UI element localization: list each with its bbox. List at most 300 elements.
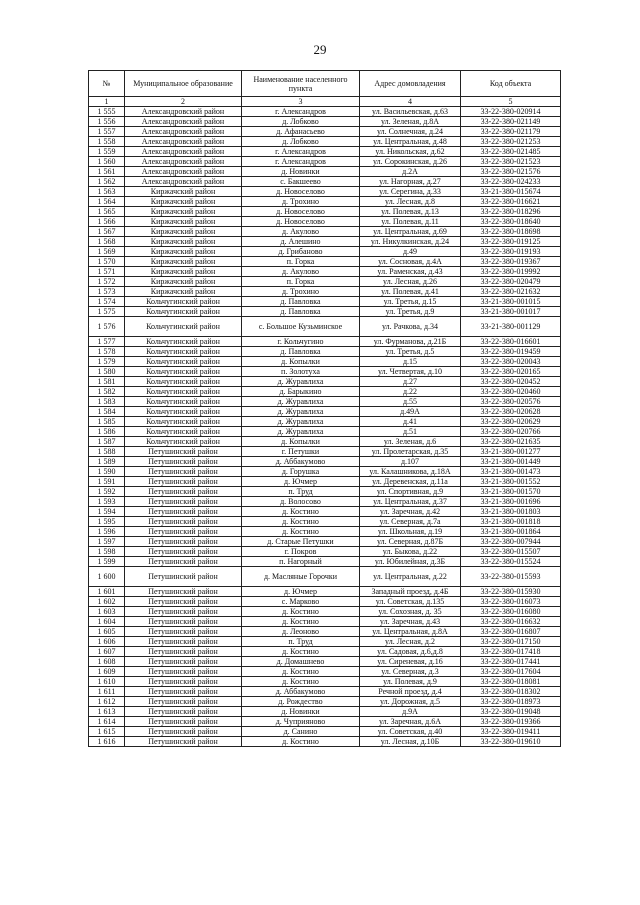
- row-number: 1 592: [89, 487, 125, 497]
- column-number-row: [89, 97, 561, 107]
- table-row: [89, 297, 561, 307]
- object-code-cell: 33-22-380-017604: [461, 667, 561, 677]
- settlement-cell: д. Чуприяново: [242, 717, 360, 727]
- table-row: [89, 697, 561, 707]
- object-code-cell: 33-21-380-001129: [461, 317, 561, 337]
- address-cell: ул. Зеленая, д.6: [360, 437, 461, 447]
- address-cell: д.41: [360, 417, 461, 427]
- address-cell: ул. Деревенская, д.11а: [360, 477, 461, 487]
- row-number: 1 611: [89, 687, 125, 697]
- municipality-cell: Киржачский район: [125, 267, 242, 277]
- address-cell: ул. Центральная, д.37: [360, 497, 461, 507]
- object-code-cell: 33-22-380-020766: [461, 427, 561, 437]
- municipality-cell: Кольчугинский район: [125, 377, 242, 387]
- address-cell: д.2А: [360, 167, 461, 177]
- table-row: [89, 237, 561, 247]
- settlement-cell: д. Журавлиха: [242, 427, 360, 437]
- municipality-cell: Петушинский район: [125, 537, 242, 547]
- settlement-cell: д. Новоселово: [242, 187, 360, 197]
- table-row: [89, 157, 561, 167]
- settlement-cell: д. Журавлиха: [242, 397, 360, 407]
- settlement-cell: г. Петушки: [242, 447, 360, 457]
- row-number: 1 573: [89, 287, 125, 297]
- row-number: 1 579: [89, 357, 125, 367]
- address-cell: ул. Быкова, д.22: [360, 547, 461, 557]
- municipality-cell: Петушинский район: [125, 587, 242, 597]
- object-code-cell: 33-22-380-020043: [461, 357, 561, 367]
- object-code-cell: 33-22-380-017441: [461, 657, 561, 667]
- address-cell: ул. Третья, д.9: [360, 307, 461, 317]
- municipality-cell: Кольчугинский район: [125, 437, 242, 447]
- object-code-cell: 33-22-380-016080: [461, 607, 561, 617]
- municipality-cell: Кольчугинский район: [125, 337, 242, 347]
- municipality-cell: Киржачский район: [125, 207, 242, 217]
- row-number: 1 564: [89, 197, 125, 207]
- row-number: 1 603: [89, 607, 125, 617]
- row-number: 1 600: [89, 567, 125, 587]
- settlement-cell: г. Покров: [242, 547, 360, 557]
- settlement-cell: д. Лобково: [242, 137, 360, 147]
- settlement-cell: д. Аббакумово: [242, 457, 360, 467]
- municipality-cell: Киржачский район: [125, 277, 242, 287]
- address-cell: д.15: [360, 357, 461, 367]
- municipality-cell: Петушинский район: [125, 657, 242, 667]
- object-code-cell: 33-22-380-021149: [461, 117, 561, 127]
- address-cell: ул. Советская, д.40: [360, 727, 461, 737]
- address-cell: ул. Полевая, д.13: [360, 207, 461, 217]
- object-code-cell: 33-21-380-001277: [461, 447, 561, 457]
- settlement-cell: п. Труд: [242, 487, 360, 497]
- settlement-cell: д. Ючмер: [242, 587, 360, 597]
- object-code-cell: 33-22-380-021576: [461, 167, 561, 177]
- settlement-cell: г. Александров: [242, 157, 360, 167]
- row-number: 1 570: [89, 257, 125, 267]
- table-row: [89, 197, 561, 207]
- address-cell: ул. Юбилейная, д.3Б: [360, 557, 461, 567]
- address-cell: ул. Васильевская, д.63: [360, 107, 461, 117]
- settlement-cell: д. Лобково: [242, 117, 360, 127]
- object-code-cell: 33-22-380-018302: [461, 687, 561, 697]
- settlement-cell: д. Акулово: [242, 267, 360, 277]
- address-cell: ул. Раменская, д.43: [360, 267, 461, 277]
- settlement-cell: д. Трохино: [242, 287, 360, 297]
- municipality-cell: Петушинский район: [125, 547, 242, 557]
- municipality-cell: Петушинский район: [125, 597, 242, 607]
- table-row: [89, 227, 561, 237]
- row-number: 1 598: [89, 547, 125, 557]
- address-cell: ул. Заречная, д.42: [360, 507, 461, 517]
- municipality-cell: Кольчугинский район: [125, 307, 242, 317]
- row-number: 1 609: [89, 667, 125, 677]
- row-number: 1 590: [89, 467, 125, 477]
- address-cell: ул. Полевая, д.41: [360, 287, 461, 297]
- settlement-cell: д. Костино: [242, 507, 360, 517]
- table-row: [89, 147, 561, 157]
- settlement-cell: д. Павловка: [242, 307, 360, 317]
- table-row: [89, 417, 561, 427]
- table-row: [89, 437, 561, 447]
- object-code-cell: 33-22-380-019193: [461, 247, 561, 257]
- table-row: [89, 287, 561, 297]
- row-number: 1 555: [89, 107, 125, 117]
- settlement-cell: д. Санино: [242, 727, 360, 737]
- settlement-cell: д. Костино: [242, 667, 360, 677]
- municipality-cell: Петушинский район: [125, 517, 242, 527]
- settlement-cell: д. Рождество: [242, 697, 360, 707]
- settlement-cell: д. Журавлиха: [242, 417, 360, 427]
- settlement-cell: д. Костино: [242, 677, 360, 687]
- municipality-cell: Петушинский район: [125, 697, 242, 707]
- settlement-cell: г. Кольчугино: [242, 337, 360, 347]
- address-cell: Речной проезд, д.4: [360, 687, 461, 697]
- municipality-cell: Киржачский район: [125, 227, 242, 237]
- settlement-cell: п. Золотуха: [242, 367, 360, 377]
- object-code-cell: 33-22-380-018973: [461, 697, 561, 707]
- address-cell: ул. Центральная, д.8А: [360, 627, 461, 637]
- municipality-cell: Александровский район: [125, 107, 242, 117]
- row-number: 1 588: [89, 447, 125, 457]
- object-code-cell: 33-22-380-016621: [461, 197, 561, 207]
- object-code-cell: 33-22-380-020165: [461, 367, 561, 377]
- object-code-cell: 33-22-380-017418: [461, 647, 561, 657]
- address-cell: д.49: [360, 247, 461, 257]
- address-cell: ул. Лесная, д.8: [360, 197, 461, 207]
- settlement-cell: с. Бакшеево: [242, 177, 360, 187]
- object-code-cell: 33-22-380-016807: [461, 627, 561, 637]
- settlement-cell: д. Костино: [242, 527, 360, 537]
- settlement-cell: с. Большое Кузьминское: [242, 317, 360, 337]
- address-cell: ул. Центральная, д.22: [360, 567, 461, 587]
- table-row: [89, 727, 561, 737]
- municipality-cell: Александровский район: [125, 117, 242, 127]
- municipality-cell: Кольчугинский район: [125, 297, 242, 307]
- object-code-cell: 33-22-380-007944: [461, 537, 561, 547]
- table-row: [89, 377, 561, 387]
- settlement-cell: д. Павловка: [242, 297, 360, 307]
- row-number: 1 597: [89, 537, 125, 547]
- header-municipality: Муниципальное образование: [125, 71, 242, 97]
- registry-table: [88, 70, 561, 747]
- row-number: 1 559: [89, 147, 125, 157]
- row-number: 1 610: [89, 677, 125, 687]
- settlement-cell: д. Старые Петушки: [242, 537, 360, 547]
- municipality-cell: Петушинский район: [125, 677, 242, 687]
- row-number: 1 556: [89, 117, 125, 127]
- settlement-cell: п. Горка: [242, 277, 360, 287]
- address-cell: ул. Садовая, д.6,д.8: [360, 647, 461, 657]
- object-code-cell: 33-21-380-001864: [461, 527, 561, 537]
- row-number: 1 563: [89, 187, 125, 197]
- municipality-cell: Петушинский район: [125, 467, 242, 477]
- address-cell: ул. Центральная, д.48: [360, 137, 461, 147]
- row-number: 1 566: [89, 217, 125, 227]
- municipality-cell: Александровский район: [125, 157, 242, 167]
- row-number: 1 586: [89, 427, 125, 437]
- address-cell: ул. Советская, д.135: [360, 597, 461, 607]
- table-row: [89, 257, 561, 267]
- address-cell: ул. Сорокинская, д.26: [360, 157, 461, 167]
- settlement-cell: д. Грибаново: [242, 247, 360, 257]
- address-cell: ул. Дорожная, д.5: [360, 697, 461, 707]
- object-code-cell: 33-22-380-015507: [461, 547, 561, 557]
- address-cell: ул. Третья, д.5: [360, 347, 461, 357]
- municipality-cell: Петушинский район: [125, 557, 242, 567]
- object-code-cell: 33-22-380-015524: [461, 557, 561, 567]
- object-code-cell: 33-22-380-021523: [461, 157, 561, 167]
- municipality-cell: Петушинский район: [125, 487, 242, 497]
- table-row: [89, 317, 561, 337]
- address-cell: д.27: [360, 377, 461, 387]
- column-number: 3: [242, 97, 360, 107]
- object-code-cell: 33-22-380-018640: [461, 217, 561, 227]
- object-code-cell: 33-22-380-019610: [461, 737, 561, 747]
- table-row: [89, 387, 561, 397]
- settlement-cell: д. Новоселово: [242, 217, 360, 227]
- address-cell: д.9А: [360, 707, 461, 717]
- settlement-cell: с. Марково: [242, 597, 360, 607]
- header-row: [89, 71, 561, 97]
- settlement-cell: д. Акулово: [242, 227, 360, 237]
- address-cell: ул. Рачкова, д.34: [360, 317, 461, 337]
- address-cell: д.49А: [360, 407, 461, 417]
- municipality-cell: Кольчугинский район: [125, 417, 242, 427]
- municipality-cell: Петушинский район: [125, 477, 242, 487]
- row-number: 1 577: [89, 337, 125, 347]
- row-number: 1 587: [89, 437, 125, 447]
- row-number: 1 567: [89, 227, 125, 237]
- address-cell: д.51: [360, 427, 461, 437]
- object-code-cell: 33-22-380-020914: [461, 107, 561, 117]
- municipality-cell: Петушинский район: [125, 687, 242, 697]
- address-cell: ул. Лесная, д.10Б: [360, 737, 461, 747]
- row-number: 1 608: [89, 657, 125, 667]
- object-code-cell: 33-21-380-001473: [461, 467, 561, 477]
- row-number: 1 599: [89, 557, 125, 567]
- municipality-cell: Киржачский район: [125, 287, 242, 297]
- settlement-cell: п. Труд: [242, 637, 360, 647]
- column-number: 4: [360, 97, 461, 107]
- row-number: 1 602: [89, 597, 125, 607]
- address-cell: ул. Фурманова, д.21Б: [360, 337, 461, 347]
- municipality-cell: Александровский район: [125, 147, 242, 157]
- object-code-cell: 33-21-380-001017: [461, 307, 561, 317]
- municipality-cell: Петушинский район: [125, 707, 242, 717]
- object-code-cell: 33-22-380-016632: [461, 617, 561, 627]
- municipality-cell: Петушинский район: [125, 717, 242, 727]
- settlement-cell: п. Нагорный: [242, 557, 360, 567]
- table-row: [89, 357, 561, 367]
- table-row: [89, 587, 561, 597]
- municipality-cell: Кольчугинский район: [125, 317, 242, 337]
- page-number: 29: [313, 42, 327, 57]
- address-cell: ул. Полевая, д.11: [360, 217, 461, 227]
- municipality-cell: Киржачский район: [125, 187, 242, 197]
- municipality-cell: Кольчугинский район: [125, 407, 242, 417]
- object-code-cell: 33-22-380-019366: [461, 717, 561, 727]
- municipality-cell: Александровский район: [125, 127, 242, 137]
- municipality-cell: Кольчугинский район: [125, 387, 242, 397]
- table-row: [89, 207, 561, 217]
- row-number: 1 575: [89, 307, 125, 317]
- row-number: 1 607: [89, 647, 125, 657]
- table-row: [89, 347, 561, 357]
- table-row: [89, 557, 561, 567]
- object-code-cell: 33-22-380-019411: [461, 727, 561, 737]
- object-code-cell: 33-22-380-018081: [461, 677, 561, 687]
- address-cell: ул. Заречная, д.43: [360, 617, 461, 627]
- table-row: [89, 277, 561, 287]
- object-code-cell: 33-21-380-001015: [461, 297, 561, 307]
- table-row: [89, 367, 561, 377]
- address-cell: ул. Солнечная, д.24: [360, 127, 461, 137]
- row-number: 1 576: [89, 317, 125, 337]
- settlement-cell: д. Копылки: [242, 437, 360, 447]
- row-number: 1 558: [89, 137, 125, 147]
- municipality-cell: Петушинский район: [125, 627, 242, 637]
- row-number: 1 605: [89, 627, 125, 637]
- object-code-cell: 33-22-380-021632: [461, 287, 561, 297]
- municipality-cell: Кольчугинский район: [125, 397, 242, 407]
- settlement-cell: д. Ючмер: [242, 477, 360, 487]
- object-code-cell: 33-22-380-016073: [461, 597, 561, 607]
- column-number: 1: [89, 97, 125, 107]
- table-row: [89, 517, 561, 527]
- municipality-cell: Киржачский район: [125, 247, 242, 257]
- object-code-cell: 33-22-380-020629: [461, 417, 561, 427]
- object-code-cell: 33-22-380-019459: [461, 347, 561, 357]
- address-cell: ул. Полевая, д.9: [360, 677, 461, 687]
- address-cell: ул. Сиреневая, д.16: [360, 657, 461, 667]
- table-row: [89, 177, 561, 187]
- row-number: 1 581: [89, 377, 125, 387]
- address-cell: ул. Никулкинская, д.24: [360, 237, 461, 247]
- address-cell: ул. Никольская, д.62: [360, 147, 461, 157]
- table-row: [89, 617, 561, 627]
- object-code-cell: 33-21-380-001803: [461, 507, 561, 517]
- table-row: [89, 597, 561, 607]
- table-row: [89, 497, 561, 507]
- settlement-cell: д. Трохино: [242, 197, 360, 207]
- municipality-cell: Петушинский район: [125, 457, 242, 467]
- municipality-cell: Кольчугинский район: [125, 357, 242, 367]
- table-row: [89, 127, 561, 137]
- settlement-cell: д. Домашнево: [242, 657, 360, 667]
- object-code-cell: 33-21-380-001818: [461, 517, 561, 527]
- table-row: [89, 627, 561, 637]
- municipality-cell: Петушинский район: [125, 617, 242, 627]
- address-cell: ул. Школьная, д.19: [360, 527, 461, 537]
- object-code-cell: 33-21-380-015674: [461, 187, 561, 197]
- object-code-cell: 33-22-380-018698: [461, 227, 561, 237]
- row-number: 1 595: [89, 517, 125, 527]
- table-row: [89, 717, 561, 727]
- row-number: 1 606: [89, 637, 125, 647]
- address-cell: ул. Сохозная, д. 35: [360, 607, 461, 617]
- table-row: [89, 107, 561, 117]
- row-number: 1 596: [89, 527, 125, 537]
- address-cell: ул. Нагорная, д.27: [360, 177, 461, 187]
- row-number: 1 569: [89, 247, 125, 257]
- row-number: 1 589: [89, 457, 125, 467]
- address-cell: Западный проезд, д.4Б: [360, 587, 461, 597]
- row-number: 1 557: [89, 127, 125, 137]
- table-row: [89, 117, 561, 127]
- object-code-cell: 33-21-380-001552: [461, 477, 561, 487]
- municipality-cell: Петушинский район: [125, 527, 242, 537]
- table-row: [89, 607, 561, 617]
- row-number: 1 578: [89, 347, 125, 357]
- table-row: [89, 187, 561, 197]
- column-number: 2: [125, 97, 242, 107]
- address-cell: ул. Зеленая, д.8А: [360, 117, 461, 127]
- table-row: [89, 537, 561, 547]
- table-row: [89, 397, 561, 407]
- table-row: [89, 527, 561, 537]
- row-number: 1 572: [89, 277, 125, 287]
- table-row: [89, 707, 561, 717]
- municipality-cell: Киржачский район: [125, 237, 242, 247]
- table-row: [89, 467, 561, 477]
- settlement-cell: д. Новинки: [242, 167, 360, 177]
- object-code-cell: 33-22-380-017150: [461, 637, 561, 647]
- object-code-cell: 33-22-380-019125: [461, 237, 561, 247]
- municipality-cell: Петушинский район: [125, 737, 242, 747]
- settlement-cell: д. Волосово: [242, 497, 360, 507]
- object-code-cell: 33-22-380-019992: [461, 267, 561, 277]
- table-row: [89, 547, 561, 557]
- settlement-cell: д. Новинки: [242, 707, 360, 717]
- settlement-cell: д. Горушка: [242, 467, 360, 477]
- settlement-cell: г. Александров: [242, 147, 360, 157]
- object-code-cell: 33-22-380-020460: [461, 387, 561, 397]
- address-cell: ул. Лесная, д.26: [360, 277, 461, 287]
- address-cell: ул. Четвертая, д.10: [360, 367, 461, 377]
- table-row: [89, 247, 561, 257]
- address-cell: ул. Северная, д.3: [360, 667, 461, 677]
- settlement-cell: д. Костино: [242, 647, 360, 657]
- table-row: [89, 477, 561, 487]
- table-row: [89, 567, 561, 587]
- settlement-cell: д. Афанасьево: [242, 127, 360, 137]
- settlement-cell: д. Аббакумово: [242, 687, 360, 697]
- object-code-cell: 33-22-380-021485: [461, 147, 561, 157]
- settlement-cell: д. Барыкино: [242, 387, 360, 397]
- address-cell: ул. Северная, д.87Б: [360, 537, 461, 547]
- row-number: 1 594: [89, 507, 125, 517]
- object-code-cell: 33-22-380-016601: [461, 337, 561, 347]
- object-code-cell: 33-22-380-020479: [461, 277, 561, 287]
- table-row: [89, 637, 561, 647]
- address-cell: ул. Калашникова, д.18А: [360, 467, 461, 477]
- settlement-cell: д. Копылки: [242, 357, 360, 367]
- header-settlement: Наименование населенного пункта: [242, 71, 360, 97]
- address-cell: ул. Серегина, д.33: [360, 187, 461, 197]
- table-row: [89, 447, 561, 457]
- settlement-cell: д. Журавлиха: [242, 377, 360, 387]
- address-cell: ул. Сосновая, д.4А: [360, 257, 461, 267]
- table-row: [89, 667, 561, 677]
- municipality-cell: Александровский район: [125, 137, 242, 147]
- object-code-cell: 33-22-380-019367: [461, 257, 561, 267]
- address-cell: д.55: [360, 397, 461, 407]
- object-code-cell: 33-21-380-001570: [461, 487, 561, 497]
- municipality-cell: Александровский район: [125, 167, 242, 177]
- settlement-cell: д. Костино: [242, 607, 360, 617]
- object-code-cell: 33-22-380-024233: [461, 177, 561, 187]
- municipality-cell: Петушинский район: [125, 507, 242, 517]
- table-row: [89, 507, 561, 517]
- row-number: 1 593: [89, 497, 125, 507]
